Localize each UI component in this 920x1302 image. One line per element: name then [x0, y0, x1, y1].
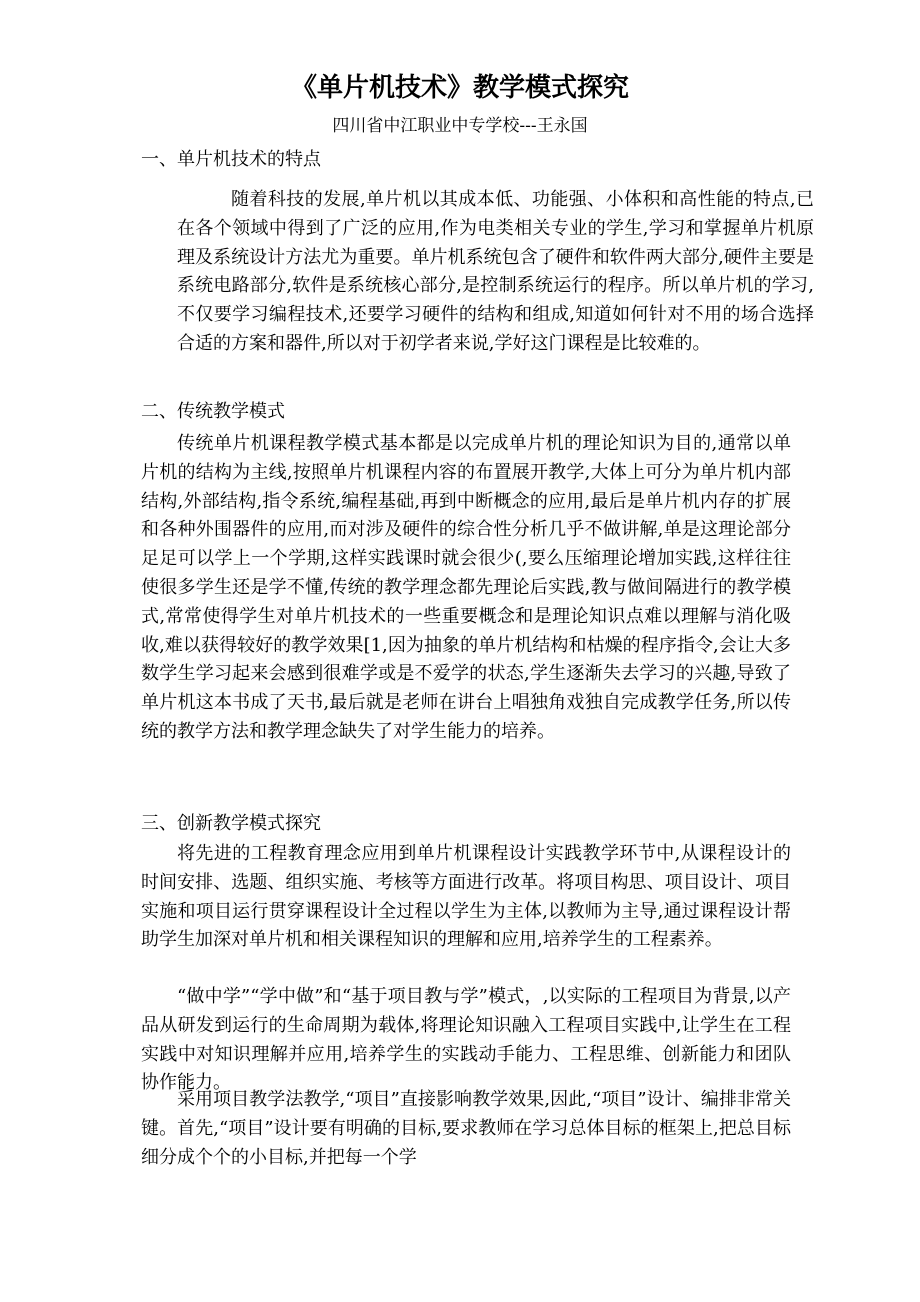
section-heading: 二、传统教学模式	[141, 401, 285, 422]
author-line: 四川省中江职业中专学校---王永国	[332, 116, 588, 136]
paragraph: “做中学”“学中做”和“基于项目教与学”模式，,以实际的工程项目为背景,以产品从研发到运行的生命周期为载体,将理论知识融入工程项目实践中,让学生在工程实践中对知识理解并应用,培养学生的实践动手能力、工程思维、创新能力和团队协作能力。	[141, 986, 791, 1094]
section-heading: 一、单片机技术的特点	[141, 149, 321, 170]
paragraph: 随着科技的发展,单片机以其成本低、功能强、小体积和高性能的特点,已在各个领域中得到了广泛的应用,作为电类相关专业的学生,学习和掌握单片机原理及系统设计方法尤为重要。单片机系统包含了硬件和软件两大部分,硬件主要是系统电路部分,软件是系统核心部分,是控制系统运行的程序。所以单片机的学习,不仅要学习编程技术,还要学习硬件的结构和组成,知道如何针对不用的场合选择合适的方案和器件,所以对于初学者来说,学好这门课程是比较难的。	[177, 189, 814, 354]
paragraph: 将先进的工程教育理念应用到单片机课程设计实践教学环节中,从课程设计的时间安排、选题、组织实施、考核等方面进行改革。将项目构思、项目设计、项目实施和项目运行贯穿课程设计全过程以学生为主体,以教师为主导,通过课程设计帮助学生加深对单片机和相关课程知识的理解和应用,培养学生的工程素养。	[141, 843, 791, 951]
section-heading: 三、创新教学模式探究	[141, 813, 321, 834]
paragraph: 传统单片机课程教学模式基本都是以完成单片机的理论知识为目的,通常以单片机的结构为主线,按照单片机课程内容的布置展开教学,大体上可分为单片机内部结构,外部结构,指令系统,编程基础,再到中断概念的应用,最后是单片机内存的扩展和各种外围器件的应用,而对涉及硬件的综合性分析几乎不做讲解,单是这理论部分足足可以学上一个学期,这样实践课时就会很少(,要么压缩理论增加实践,这样往往使很多学生还是学不懂,传统的教学理念都先理论后实践,教与做间隔进行的教学模式,常常使得学生对单片机技术的一些重要概念和是理论知识点难以理解与消化吸收,难以获得较好的教学效果[1,因为抽象的单片机结构和枯燥的程序指令,会让大多数学生学习起来会感到很难学或是不爱学的状态,学生逐渐失去学习的兴趣,导致了单片机这本书成了天书,最后就是老师在讲台上唱独角戏独自完成教学任务,所以传统的教学方法和教学理念缺失了对学生能力的培养。	[141, 433, 791, 742]
paragraph: 采用项目教学法教学,“项目”直接影响教学效果,因此,“项目”设计、编排非常关键。首先,“项目”设计要有明确的目标,要求教师在学习总体目标的框架上,把总目标细分成个个的小目标,并把每一个学	[141, 1089, 791, 1168]
document-title: 《单片机技术》教学模式探究	[290, 73, 629, 103]
